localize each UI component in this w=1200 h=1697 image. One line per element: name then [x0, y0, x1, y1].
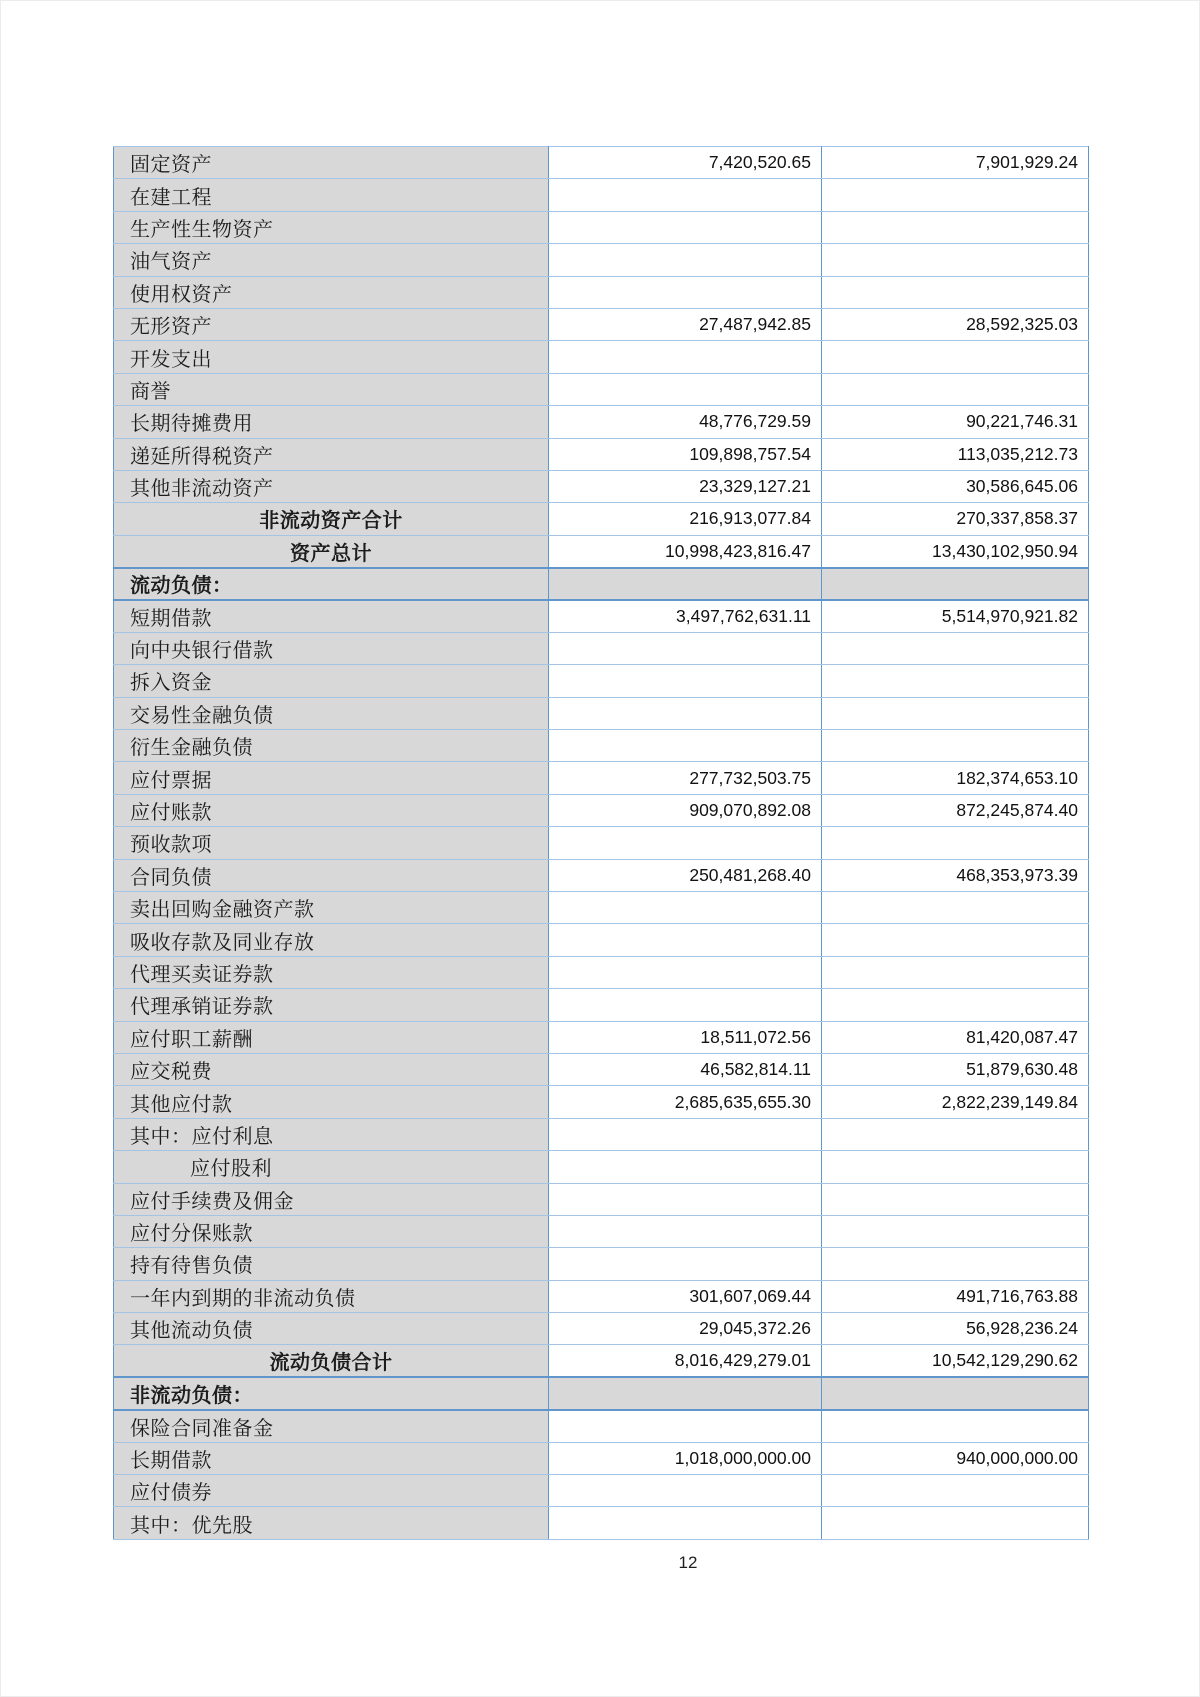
prior-period-value: 28,592,325.03 — [822, 308, 1089, 340]
table-row — [114, 438, 1089, 470]
current-period-value: 29,045,372.26 — [549, 1313, 822, 1345]
prior-period-value: 940,000,000.00 — [822, 1442, 1089, 1474]
current-period-value — [549, 1183, 822, 1215]
current-period-value — [549, 1507, 822, 1539]
row-label: 使用权资产 — [114, 276, 549, 308]
table-row — [114, 1410, 1089, 1442]
row-label: 固定资产 — [114, 147, 549, 179]
current-period-value — [549, 568, 822, 600]
table-row — [114, 1053, 1089, 1085]
row-label: 应付股利 — [114, 1151, 549, 1183]
row-label: 一年内到期的非流动负债 — [114, 1280, 549, 1312]
table-row — [114, 406, 1089, 438]
table-row — [114, 1345, 1089, 1377]
prior-period-value — [822, 1475, 1089, 1507]
prior-period-value: 491,716,763.88 — [822, 1280, 1089, 1312]
row-label: 应付债券 — [114, 1475, 549, 1507]
table-row — [114, 1151, 1089, 1183]
current-period-value — [549, 1248, 822, 1280]
prior-period-value — [822, 276, 1089, 308]
table-row — [114, 1507, 1089, 1539]
current-period-value: 10,998,423,816.47 — [549, 535, 822, 567]
table-row — [114, 1280, 1089, 1312]
table-row — [114, 989, 1089, 1021]
row-label: 商誉 — [114, 373, 549, 405]
table-row — [114, 1377, 1089, 1409]
table-row — [114, 891, 1089, 923]
prior-period-value: 5,514,970,921.82 — [822, 600, 1089, 632]
current-period-value — [549, 179, 822, 211]
table-row — [114, 244, 1089, 276]
row-label: 其他非流动资产 — [114, 470, 549, 502]
prior-period-value — [822, 1377, 1089, 1409]
table-row — [114, 535, 1089, 567]
row-label: 应付手续费及佣金 — [114, 1183, 549, 1215]
prior-period-value — [822, 1410, 1089, 1442]
current-period-value — [549, 1151, 822, 1183]
current-period-value — [549, 891, 822, 923]
row-label: 其他应付款 — [114, 1086, 549, 1118]
current-period-value — [549, 1410, 822, 1442]
table-row — [114, 341, 1089, 373]
table-row — [114, 1118, 1089, 1150]
current-period-value: 216,913,077.84 — [549, 503, 822, 535]
current-period-value: 250,481,268.40 — [549, 859, 822, 891]
table-row — [114, 1086, 1089, 1118]
prior-period-value: 872,245,874.40 — [822, 794, 1089, 826]
row-label: 预收款项 — [114, 827, 549, 859]
current-period-value: 301,607,069.44 — [549, 1280, 822, 1312]
prior-period-value — [822, 211, 1089, 243]
prior-period-value — [822, 827, 1089, 859]
table-row — [114, 730, 1089, 762]
row-label: 应付职工薪酬 — [114, 1021, 549, 1053]
prior-period-value — [822, 632, 1089, 664]
current-period-value: 277,732,503.75 — [549, 762, 822, 794]
current-period-value — [549, 1475, 822, 1507]
row-label: 向中央银行借款 — [114, 632, 549, 664]
current-period-value — [549, 827, 822, 859]
table-row — [114, 1442, 1089, 1474]
current-period-value — [549, 1377, 822, 1409]
prior-period-value: 468,353,973.39 — [822, 859, 1089, 891]
table-row — [114, 956, 1089, 988]
row-label: 其中：应付利息 — [114, 1118, 549, 1150]
row-label: 长期待摊费用 — [114, 406, 549, 438]
table-row — [114, 373, 1089, 405]
current-period-value — [549, 697, 822, 729]
balance-sheet-body — [114, 147, 1089, 1540]
current-period-value — [549, 276, 822, 308]
current-period-value: 46,582,814.11 — [549, 1053, 822, 1085]
current-period-value: 18,511,072.56 — [549, 1021, 822, 1053]
row-label: 其他流动负债 — [114, 1313, 549, 1345]
row-label: 短期借款 — [114, 600, 549, 632]
table-row — [114, 859, 1089, 891]
table-row — [114, 794, 1089, 826]
row-label: 代理买卖证券款 — [114, 956, 549, 988]
row-label: 其中：优先股 — [114, 1507, 549, 1539]
prior-period-value — [822, 665, 1089, 697]
current-period-value: 7,420,520.65 — [549, 147, 822, 179]
row-label: 流动负债： — [114, 568, 549, 600]
table-row — [114, 1248, 1089, 1280]
prior-period-value: 7,901,929.24 — [822, 147, 1089, 179]
current-period-value — [549, 1118, 822, 1150]
prior-period-value — [822, 989, 1089, 1021]
current-period-value — [549, 373, 822, 405]
prior-period-value — [822, 1248, 1089, 1280]
current-period-value — [549, 956, 822, 988]
prior-period-value: 113,035,212.73 — [822, 438, 1089, 470]
row-label: 吸收存款及同业存放 — [114, 924, 549, 956]
current-period-value — [549, 989, 822, 1021]
table-row — [114, 697, 1089, 729]
current-period-value: 109,898,757.54 — [549, 438, 822, 470]
page-number: 12 — [678, 1553, 698, 1572]
prior-period-value — [822, 924, 1089, 956]
prior-period-value: 51,879,630.48 — [822, 1053, 1089, 1085]
current-period-value — [549, 730, 822, 762]
table-row — [114, 211, 1089, 243]
row-label: 资产总计 — [114, 535, 549, 567]
table-row — [114, 1183, 1089, 1215]
table-row — [114, 503, 1089, 535]
current-period-value — [549, 211, 822, 243]
row-label: 应付票据 — [114, 762, 549, 794]
row-label: 应付分保账款 — [114, 1215, 549, 1247]
row-label: 非流动负债： — [114, 1377, 549, 1409]
row-label: 应付账款 — [114, 794, 549, 826]
current-period-value: 8,016,429,279.01 — [549, 1345, 822, 1377]
row-label: 保险合同准备金 — [114, 1410, 549, 1442]
prior-period-value: 182,374,653.10 — [822, 762, 1089, 794]
table-row — [114, 827, 1089, 859]
prior-period-value: 2,822,239,149.84 — [822, 1086, 1089, 1118]
balance-sheet-table — [113, 146, 1089, 1540]
prior-period-value: 90,221,746.31 — [822, 406, 1089, 438]
row-label: 拆入资金 — [114, 665, 549, 697]
table-row — [114, 1475, 1089, 1507]
current-period-value — [549, 341, 822, 373]
prior-period-value: 13,430,102,950.94 — [822, 535, 1089, 567]
row-label: 开发支出 — [114, 341, 549, 373]
prior-period-value — [822, 697, 1089, 729]
prior-period-value: 270,337,858.37 — [822, 503, 1089, 535]
prior-period-value — [822, 891, 1089, 923]
row-label: 生产性生物资产 — [114, 211, 549, 243]
table-row — [114, 179, 1089, 211]
current-period-value: 1,018,000,000.00 — [549, 1442, 822, 1474]
table-row — [114, 1021, 1089, 1053]
current-period-value: 2,685,635,655.30 — [549, 1086, 822, 1118]
row-label: 在建工程 — [114, 179, 549, 211]
row-label: 无形资产 — [114, 308, 549, 340]
prior-period-value — [822, 244, 1089, 276]
prior-period-value — [822, 1507, 1089, 1539]
prior-period-value — [822, 568, 1089, 600]
table-row — [114, 1215, 1089, 1247]
row-label: 应交税费 — [114, 1053, 549, 1085]
prior-period-value: 10,542,129,290.62 — [822, 1345, 1089, 1377]
current-period-value: 23,329,127.21 — [549, 470, 822, 502]
row-label: 衍生金融负债 — [114, 730, 549, 762]
current-period-value: 48,776,729.59 — [549, 406, 822, 438]
current-period-value — [549, 924, 822, 956]
prior-period-value: 30,586,645.06 — [822, 470, 1089, 502]
row-label: 递延所得税资产 — [114, 438, 549, 470]
table-row — [114, 147, 1089, 179]
table-row — [114, 665, 1089, 697]
current-period-value — [549, 244, 822, 276]
current-period-value: 3,497,762,631.11 — [549, 600, 822, 632]
row-label: 卖出回购金融资产款 — [114, 891, 549, 923]
prior-period-value — [822, 1151, 1089, 1183]
table-row — [114, 600, 1089, 632]
prior-period-value — [822, 179, 1089, 211]
table-row — [114, 470, 1089, 502]
row-label: 交易性金融负债 — [114, 697, 549, 729]
prior-period-value — [822, 956, 1089, 988]
prior-period-value: 81,420,087.47 — [822, 1021, 1089, 1053]
prior-period-value — [822, 1183, 1089, 1215]
current-period-value: 909,070,892.08 — [549, 794, 822, 826]
table-row — [114, 924, 1089, 956]
current-period-value — [549, 1215, 822, 1247]
current-period-value — [549, 665, 822, 697]
row-label: 非流动资产合计 — [114, 503, 549, 535]
prior-period-value: 56,928,236.24 — [822, 1313, 1089, 1345]
table-row — [114, 762, 1089, 794]
row-label: 油气资产 — [114, 244, 549, 276]
prior-period-value — [822, 341, 1089, 373]
prior-period-value — [822, 1118, 1089, 1150]
row-label: 流动负债合计 — [114, 1345, 549, 1377]
row-label: 合同负债 — [114, 859, 549, 891]
table-row — [114, 568, 1089, 600]
table-row — [114, 632, 1089, 664]
table-row — [114, 1313, 1089, 1345]
prior-period-value — [822, 373, 1089, 405]
row-label: 代理承销证券款 — [114, 989, 549, 1021]
prior-period-value — [822, 730, 1089, 762]
prior-period-value — [822, 1215, 1089, 1247]
current-period-value — [549, 632, 822, 664]
table-row — [114, 276, 1089, 308]
current-period-value: 27,487,942.85 — [549, 308, 822, 340]
row-label: 长期借款 — [114, 1442, 549, 1474]
table-row — [114, 308, 1089, 340]
row-label: 持有待售负债 — [114, 1248, 549, 1280]
